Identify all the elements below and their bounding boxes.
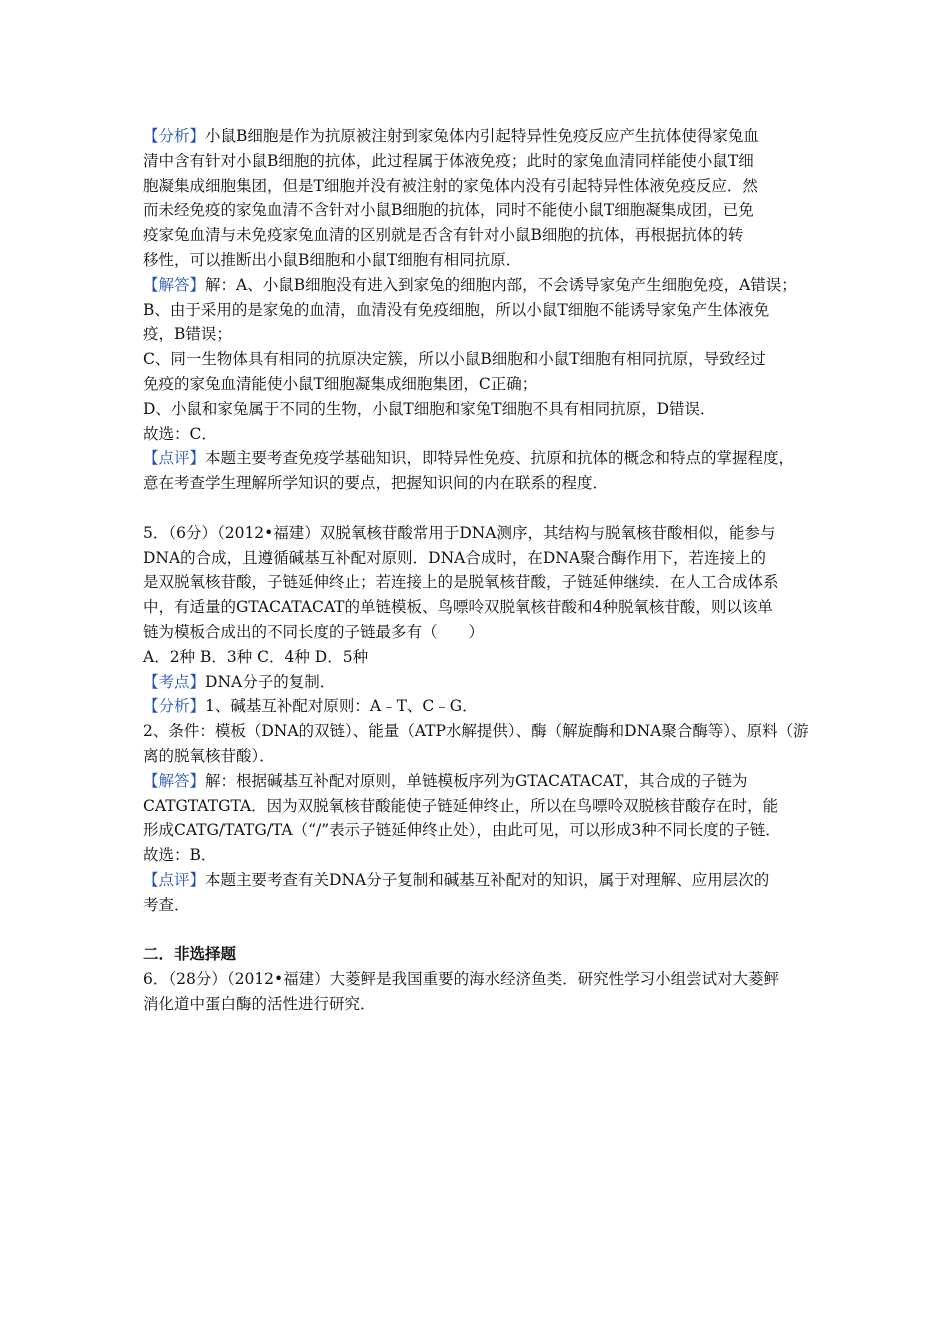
q4-answer-line: 免疫的家兔血清能使小鼠T细胞凝集成细胞集团，C正确； [143, 374, 538, 393]
analysis-tag: 【分析】 [143, 697, 206, 716]
q4-analysis-line: 疫家兔血清与未免疫家兔血清的区别就是否含有针对小鼠B细胞的抗体，再根据抗体的转 [143, 226, 744, 245]
q4-answer-line: C、同一生物体具有相同的抗原决定簇，所以小鼠B细胞和小鼠T细胞有相同抗原，导致经过 [143, 350, 766, 369]
q4-analysis-line: 而未经免疫的家兔血清不含针对小鼠B细胞的抗体，同时不能使小鼠T细胞凝集成团，已免 [143, 201, 754, 220]
q4-answer-choice: 故选：C． [143, 424, 217, 443]
q6-stem-line: 消化道中蛋白酶的活性进行研究． [143, 994, 376, 1013]
q5-stem-line: 是双脱氧核苷酸，子链延伸终止；若连接上的是脱氧核苷酸，子链延伸继续．在人工合成体系 [143, 573, 779, 592]
q5-stem-line: 链为模板合成出的不同长度的子链最多有（ ） [143, 622, 485, 641]
point-tag: 【考点】 [143, 672, 206, 691]
q4-answer-line: 疫，B错误； [143, 325, 232, 344]
q4-analysis-line: 胞凝集成细胞集团，但是T细胞并没有被注射的家兔体内没有引起特异性体液免疫反应．然 [143, 176, 758, 195]
q4-answer-line: 【解答】解：A、小鼠B细胞没有进入到家兔的细胞内部，不会诱导家兔产生细胞免疫，A错误； [143, 275, 797, 294]
q4-analysis-line: 【分析】小鼠B细胞是作为抗原被注射到家兔体内引起特异性免疫反应产生抗体使得家兔血 [143, 127, 759, 145]
q5-analysis-line: 【分析】1、碱基互补配对原则：A﹣T、C﹣G． [143, 697, 478, 716]
q4-comment-line: 【点评】本题主要考查免疫学基础知识，即特异性免疫、抗原和抗体的概念和特点的掌握程度， [143, 449, 795, 468]
section-heading: 二．非选择题 [143, 944, 237, 964]
q5-analysis-line: 2、条件：模板（DNA的双链）、能量（ATP水解提供）、酶（解旋酶和DNA聚合酶等）、原料（游 [143, 722, 809, 741]
comment-tag: 【点评】 [143, 870, 206, 889]
q5-answer-line: CATGTATGTA．因为双脱氧核苷酸能使子链延伸终止，所以在鸟嘌呤双脱核苷酸存在时，能 [143, 796, 779, 815]
analysis-tag: 【分析】 [143, 127, 206, 145]
document-content [143, 124, 823, 1017]
q5-stem-line: DNA的合成，且遵循碱基互补配对原则．DNA合成时，在DNA聚合酶作用下，若连接上的 [143, 548, 767, 567]
q5-point-line: 【考点】DNA分子的复制． [143, 672, 336, 691]
q4-comment-line: 意在考查学生理解所学知识的要点，把握知识间的内在联系的程度． [143, 474, 609, 493]
q5-stem-line: 中，有适量的GTACATACAT的单链模板、鸟嘌呤双脱氧核苷酸和4种脱氧核苷酸，则以该单 [143, 598, 773, 617]
q5-answer-line: 【解答】解：根据碱基互补配对原则，单链模板序列为GTACATACAT，其合成的子链为 [143, 771, 748, 790]
q6-stem-line: 6．（28分）（2012•福建）大菱鲆是我国重要的海水经济鱼类．研究性学习小组尝试对大菱鲆 [143, 970, 780, 989]
q5-comment-line: 【点评】本题主要考查有关DNA分子复制和碱基互补配对的知识，属于对理解、应用层次的 [143, 870, 770, 889]
q5-stem-line: 5．（6分）（2012•福建）双脱氧核苷酸常用于DNA测序，其结构与脱氧核苷酸相似，能参与 [143, 523, 776, 542]
q5-answer-line: 形成CATG/TATG/TA（“/”表示子链延伸终止处），由此可见，可以形成3种不同长度的子链． [143, 821, 781, 840]
q5-answer-choice: 故选：B． [143, 846, 217, 865]
answer-tag: 【解答】 [143, 771, 206, 790]
q5-analysis-line: 离的脱氧核苷酸）． [143, 746, 275, 765]
spacer [143, 918, 823, 943]
q4-answer-line: B、由于采用的是家兔的血清，血清没有免疫细胞，所以小鼠T细胞不能诱导家兔产生体液免 [143, 300, 770, 319]
comment-tag: 【点评】 [143, 449, 206, 468]
q5-comment-line: 考查． [143, 895, 190, 914]
q4-analysis-line: 移性，可以推断出小鼠B细胞和小鼠T细胞有相同抗原． [143, 250, 522, 269]
q4-analysis-line: 清中含有针对小鼠B细胞的抗体，此过程属于体液免疫；此时的家兔血清同样能使小鼠T细 [143, 151, 754, 170]
q5-options: A．2种 B．3种 C．4种 D．5种 [143, 647, 369, 666]
q4-answer-line: D、小鼠和家兔属于不同的生物，小鼠T细胞和家兔T细胞不具有相同抗原，D错误． [143, 399, 716, 418]
spacer [143, 496, 823, 521]
answer-tag: 【解答】 [143, 275, 206, 294]
